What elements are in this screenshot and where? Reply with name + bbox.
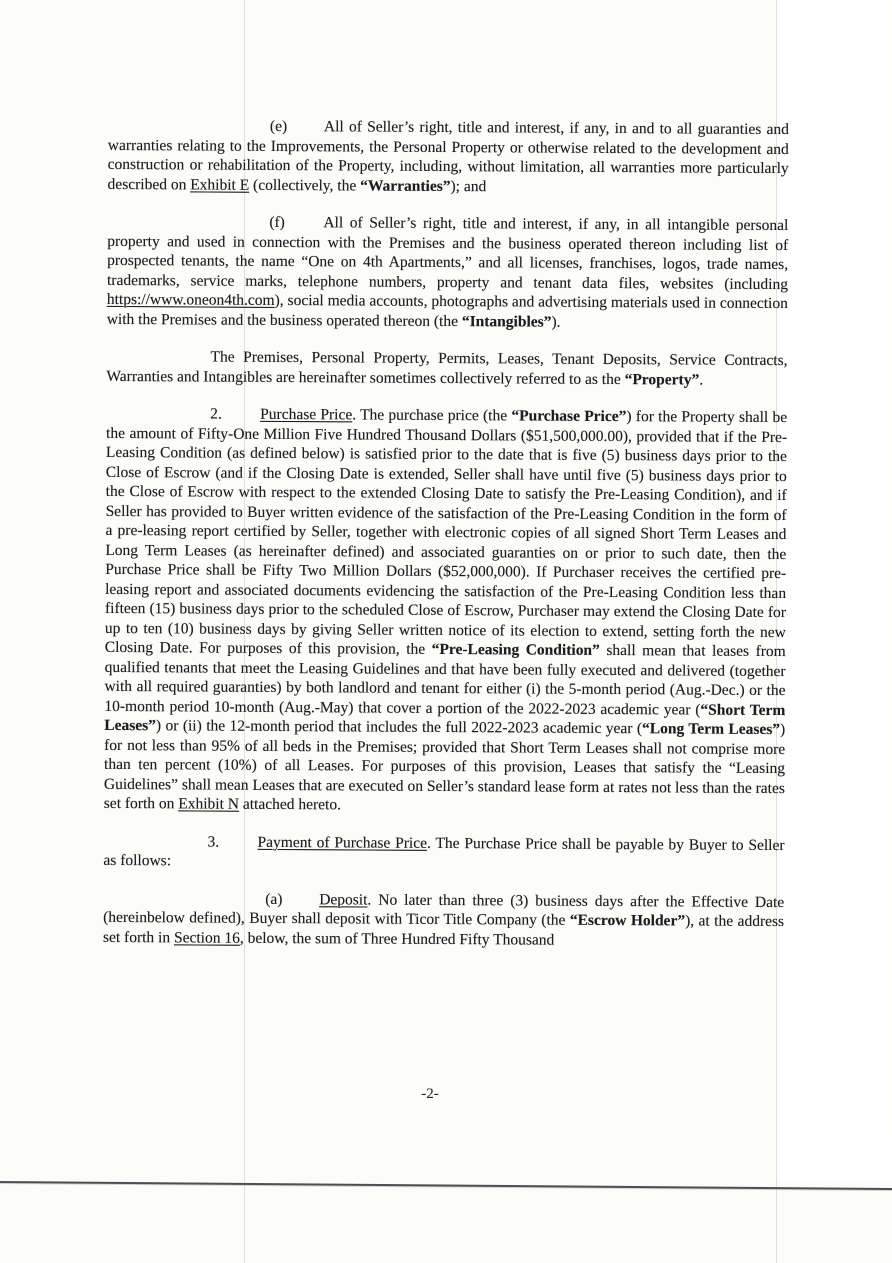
text-run: All of Seller’s right, title and interest, if any, in and to all guaranties and warranties relating to the Improvements, the Personal Property or otherwise related to the development and construction or rehabilitation of the Property, including, without limitation, all warranties more particularly described on — [107, 118, 789, 193]
text-run: (collectively, the — [249, 176, 361, 194]
underlined-reference: https://www.oneon4th.com — [106, 290, 275, 309]
paragraph-text — [103, 891, 784, 948]
paragraph-text — [108, 118, 789, 194]
text-run: ) for the Property shall be the amount of Fifty-One Million Five Hundred Thousand Dollars ($51,500,000.00), provided that if the Pre-Leasing Condition (as defined below) is satisfied prior to the date that is five (5) business days prior to the Close of Escrow (and if the Closing Date is extended, Seller shall have until five (5) business days prior to the Close of Escrow with respect to the extended Closing Date to satisfy the Pre-Leasing Condition), and if Seller has provided to Buyer written evidence of the satisfaction of the Pre-Leasing Condition in the form of a pre-leasing report certified by Seller, together with electronic copies of all signed Short Term Leases and Long Term Leases (as hereinafter defined) and associated guaranties on or prior to such date, then the Purchase Price shall be Fifty Two Million Dollars ($52,000,000). If Purchaser receives the certified pre-leasing report and associated documents evidencing the satisfaction of the Pre-Leasing Condition less than fifteen (15) business days prior to the scheduled Close of Escrow, Purchaser may extend the Closing Date for up to ten (10) business days by giving Seller written notice of its election to extend, setting forth the new Closing Date. For purposes of this provision, the — [104, 408, 788, 658]
underlined-reference: Payment of Purchase Price — [257, 833, 428, 852]
section-2-purchase-price — [104, 404, 787, 818]
underlined-reference: Deposit — [319, 890, 368, 909]
document-body — [103, 116, 789, 969]
paragraph-property-definition — [106, 347, 787, 390]
text-run: . The Purchase Price shall be payable by Buyer to Seller as follows: — [103, 834, 785, 870]
text-run: attached hereto. — [238, 795, 342, 814]
paragraph-text — [107, 214, 789, 330]
defined-term: “Short Term Leases” — [104, 701, 786, 735]
paragraph-label: (e) — [269, 117, 288, 136]
defined-term: “Property” — [624, 370, 700, 389]
paragraph-label: (a) — [265, 890, 283, 908]
paragraph-label: (f) — [269, 213, 285, 232]
underlined-reference: Section 16 — [173, 928, 240, 947]
section-number: 2. — [210, 405, 222, 423]
text-run: All of Seller’s right, title and interest, if any, in all intangible personal property and used in connection with the Premises and the business operated thereon including list of prospected tenants, the name “One on 4th Apartments,” and all licenses, franchises, logos, trade names, trademarks, service marks, telephone numbers, property and tenant data files, websites (including — [106, 214, 789, 293]
paragraph-a-deposit — [103, 888, 784, 951]
page-number: -2- — [421, 1086, 439, 1102]
text-run: ) or (ii) the 12-month period that includes the full 2022-2023 academic year ( — [155, 717, 643, 738]
text-run: , below, the sum of Three Hundred Fifty Thousand — [239, 929, 555, 949]
paragraph-f-intangibles — [107, 212, 789, 333]
paragraph-text — [106, 349, 787, 389]
page-bottom-edge — [0, 1181, 892, 1190]
paragraph-text — [103, 833, 784, 869]
text-run: . No later than three (3) business days after the Effective Date (hereinbelow defined), Buyer shall deposit with Ticor Title Company (the — [103, 891, 785, 929]
paragraph-e-warranties — [108, 116, 789, 198]
underlined-reference: Exhibit N — [178, 795, 240, 813]
defined-term: “Intangibles” — [461, 312, 552, 331]
defined-term: “Pre-Leasing Condition” — [431, 640, 600, 659]
text-run: ); and — [450, 177, 487, 195]
scan-light-band — [777, 0, 892, 1181]
text-run: . — [699, 371, 704, 389]
section-number: 3. — [207, 833, 220, 851]
text-run: shall mean that leases from qualified tenants that meet the Leasing Guidelines and that have been fully executed and delivered (together with all required guaranties) by both landlord and tenant for either (i) the 5-month period (Aug.-Dec.) or the 10-month period 10-month (Aug.-May) that cover a portion of the 2022-2023 academic year ( — [104, 641, 786, 719]
defined-term: “Purchase Price” — [511, 407, 627, 426]
paragraph-text — [104, 406, 787, 814]
text-run: . The purchase price (the — [352, 406, 512, 425]
text-run: ), at the address set forth in — [102, 912, 785, 946]
text-run: The Premises, Personal Property, Permits, Leases, Tenant Deposits, Service Contracts, Warranties and Intangibles are hereinafter sometimes collectively referred to as the — [106, 348, 788, 388]
section-3-payment-of-purchase-price — [103, 831, 784, 874]
defined-term: “Warranties” — [360, 176, 451, 195]
underlined-reference: Exhibit E — [190, 175, 250, 194]
text-run: ). — [551, 313, 561, 331]
text-run: ), social media accounts, photographs and advertising materials used in connection with the Premises and the business operated thereon (the — [106, 291, 788, 330]
text-run: ) for not less than 95% of all beds in the Premises; provided that Short Term Leases shall not comprise more than ten percent (10%) of all Leases. For purposes of this provision, Leases that satisfy the “Leasing Guidelines” shall mean Leases that are executed on Seller’s standard lease form at rates not less than the rates set forth on — [103, 721, 786, 813]
defined-term: “Long Term Leases” — [642, 720, 781, 739]
defined-term: “Escrow Holder” — [569, 911, 686, 930]
underlined-reference: Purchase Price — [260, 405, 353, 424]
